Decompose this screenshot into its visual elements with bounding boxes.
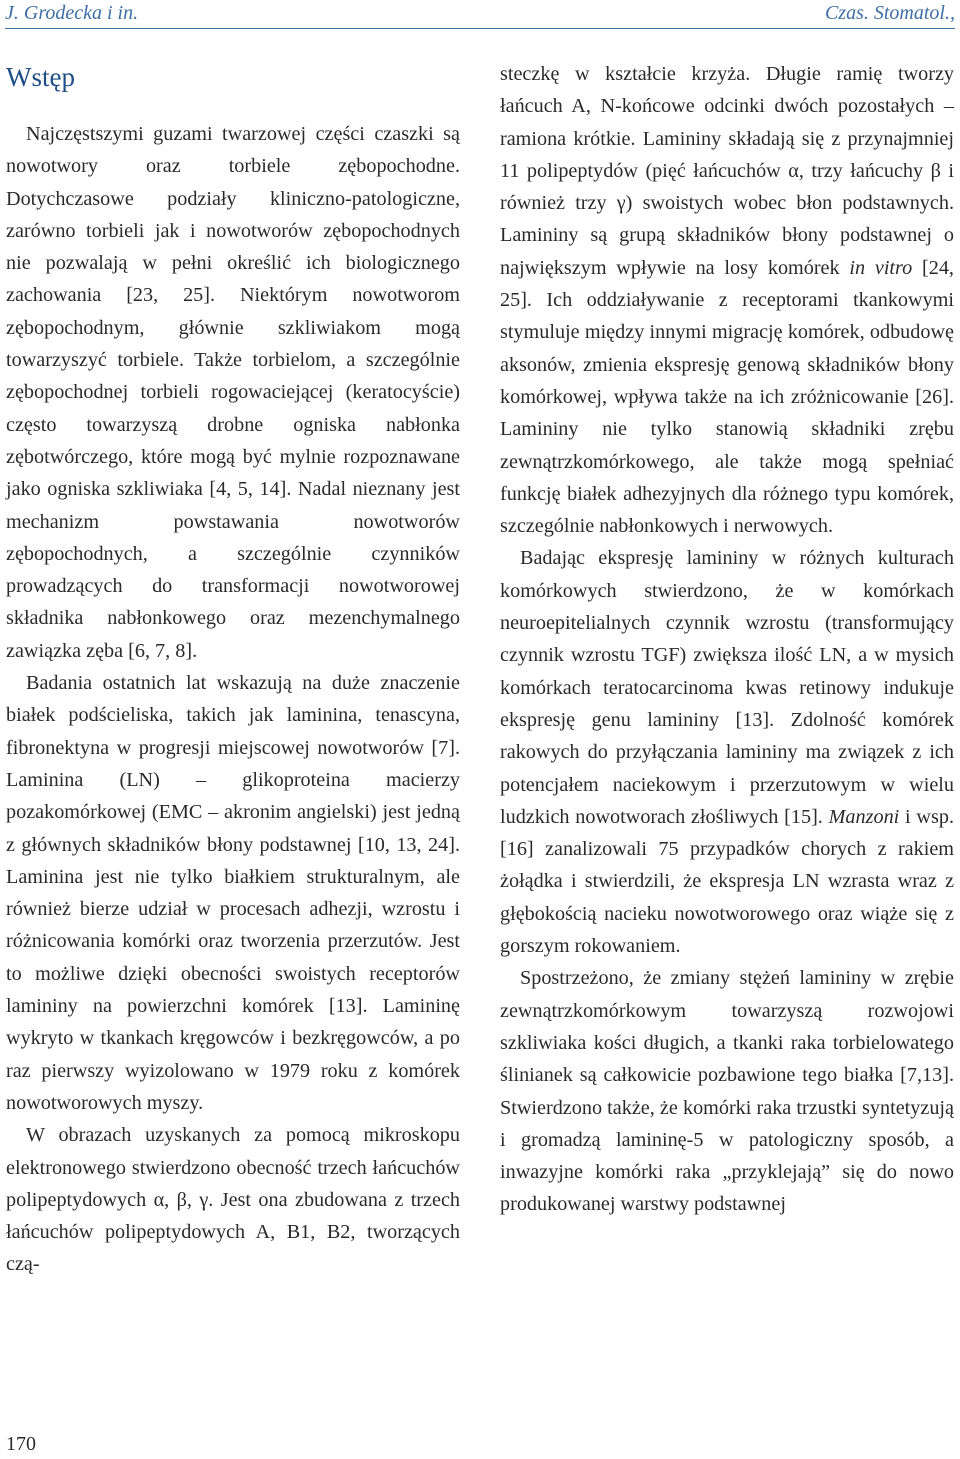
header-divider (5, 28, 955, 29)
right-column (500, 58, 954, 1221)
body-paragraph-3: Spostrzeżono, że zmiany stężeń lamininy w zrębie zewnątrzkomórkowym towarzyszą rozwojowi szkliwiaka kości długich, a tkanki raka torbielowatego ślinianek są całkowicie pozbawione tego białka [7,13]. Stwierdzono także, że komórki raka trzustki syntetyzują i gromadzą lamininę-5 w patologiczny sposób, a inwazyjne komórki raka „przyklejają” się do nowo produkowanej warstwy podstawnej (500, 967, 954, 1216)
text-run: i wsp. [16] zanalizowali 75 przypadków chorych z rakiem żołądka i stwierdzili, że ekspresja LN wzrasta wraz z głębokością nacieku nowotworowego oraz wiąże się z gorszym rokowaniem. (500, 805, 954, 958)
intro-paragraph-3: W obrazach uzyskanych za pomocą mikroskopu elektronowego stwierdzono obecność trzech łańcuchów polipeptydowych α, β, γ. Jest ona zbudowana z trzech łańcuchów polipeptydowych A, B1, B2, tworzących czą- (6, 1124, 460, 1276)
intro-paragraph-2: Badania ostatnich lat wskazują na duże znaczenie białek podścieliska, takich jak laminina, tenascyna, fibronektyna w progresji miejscowej nowotworów [7]. Laminina (LN) – glikoproteina macierzy pozakomórkowej (EMC – akronim angielski) jest jedną z głównych składników błony podstawnej [10, 13, 24]. Laminina jest nie tylko białkiem strukturalnym, ale również bierze udział w procesach adhezji, wzrostu i różnicowania komórki oraz tworzenia przerzutów. Jest to możliwe dzięki obecności swoistych receptorów lamininy na powierzchni komórek [13]. Lamininę wykryto w tkankach kręgowców i bezkręgowców, a po raz pierwszy wyizolowano w 1979 roku z komórek nowotworowych myszy. (6, 672, 460, 1114)
page-number: 170 (6, 1433, 36, 1455)
left-column (6, 58, 460, 1281)
continued-paragraph (500, 58, 954, 542)
header-authors: J. Grodecka i in. (5, 2, 139, 24)
section-heading: Wstęp (6, 62, 75, 92)
italic-term: in vitro (849, 256, 913, 279)
running-header (5, 0, 955, 28)
italic-author: Manzoni (828, 805, 900, 828)
header-journal: Czas. Stomatol., (824, 2, 955, 24)
body-paragraph-2 (500, 542, 954, 962)
text-run: steczkę w kształcie krzyża. Długie ramię tworzy łańcuch A, N-końcowe odcinki dwóch pozostałych – ramiona krótkie. Lamininy składają się z przynajmniej 11 polipeptydów (pięć łańcuchów α, trzy łańcuchy β i również trzy γ) swoistych wobec błon podstawnych. Lamininy są grupą składników błony podstawnej o największym wpływie na losy komórek (500, 63, 954, 279)
text-run: Badając ekspresję lamininy w różnych kulturach komórkowych stwierdzono, że w komórkach neuroepitelialnych czynnik wzrostu (transformujący czynnik wzrostu TGF) zwiększa ilość LN, a w mysich komórkach teratocarcinoma kwas retinowy indukuje ekspresję genu lamininy [13]. Zdolność komórek rakowych do przyłączania lamininy ma związek z ich potencjałem naciekowym i przerzutowym w wielu ludzkich nowotworach złośliwych [15]. (500, 547, 954, 828)
text-run: [24, 25]. Ich oddziaływanie z receptorami tkankowymi stymuluje między innymi migrację komórek, odbudowę aksonów, zmienia ekspresję genową składników błony komórkowej, wpływa także na ich zróżnicowanie [26]. Lamininy nie tylko stanowią składniki zrębu zewnątrzkomórkowego, ale także mogą spełniać funkcję białek adhezyjnych dla różnego typu komórek, szczególnie nabłonkowych i nerwowych. (500, 256, 954, 538)
intro-paragraph-1: Najczęstszymi guzami twarzowej części czaszki są nowotwory oraz torbiele zębopochodne. Dotychczasowe podziały kliniczno-patologiczne, zarówno torbieli jak i nowotworów zębopochodnych nie pozwalają w pełni określić ich biologicznego zachowania [23, 25]. Niektórym nowotworom zębopochodnym, głównie szkliwiakom mogą towarzyszyć torbiele. Także torbielom, a szczególnie zębopochodnej torbieli rogowaciejącej (keratocyście) często towarzyszą drobne ogniska nabłonka zębotwórczego, które mogą być mylnie rozpoznawane jako ogniska szkliwiaka [4, 5, 14]. Nadal nieznany jest mechanizm powstawania nowotworów zębopochodnych, a szczególnie czynników prowadzących do transformacji nowotworowej składnika nabłonkowego oraz mezenchymalnego zawiązka zęba [6, 7, 8]. (6, 123, 460, 662)
